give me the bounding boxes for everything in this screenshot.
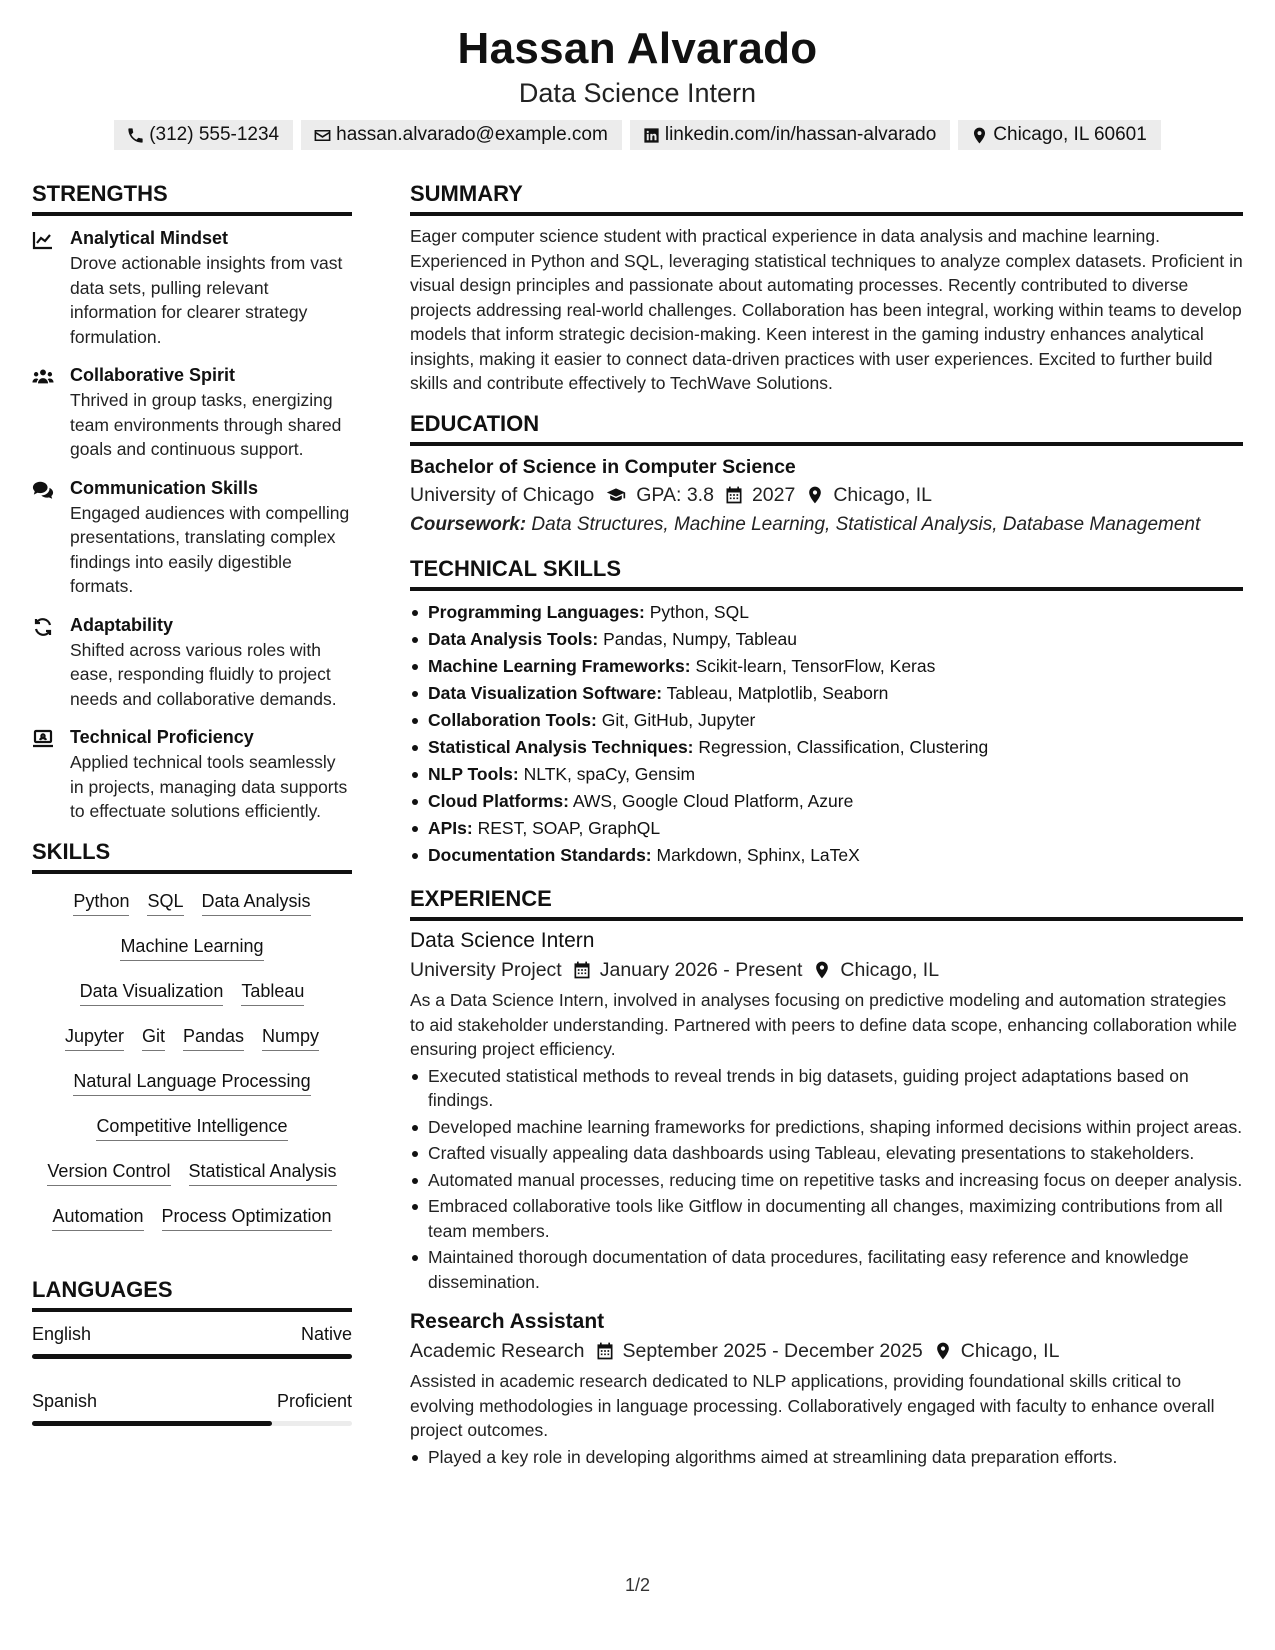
language-bar-fill	[32, 1421, 272, 1426]
language-level: Proficient	[276, 1390, 352, 1411]
contact-email[interactable]	[301, 120, 622, 150]
education-year: 2027	[751, 483, 796, 506]
strength-title: Adaptability	[70, 614, 174, 635]
strength-item	[32, 476, 352, 599]
strength-title: Technical Proficiency	[70, 727, 254, 747]
list-item: Automated manual processes, reducing time on repetitive tasks and increasing focus on deeper analysis.	[410, 1168, 1243, 1193]
experience-heading: EXPERIENCE	[410, 885, 1243, 921]
summary-text: Eager computer science student with practical experience in data analysis and machine learning. Experienced in Python and SQL, leveraging statistical techniques to analyze complex datasets. Proficient in visual design principles and passionate about automating processes. Recently contributed to diverse projects addressing real-world challenges. Collaboration has been integral, working within teams to develop models that inform strategic decision-making. Keen interest in the gaming industry enhances analytical insights, making it easier to connect data-driven practices with user experiences. Excited to further build skills and contribute effectively to TechWave Solutions.	[410, 226, 1243, 393]
list-item: Played a key role in developing algorithms aimed at streamlining data preparation efforts.	[410, 1445, 1243, 1470]
linkedin-text[interactable]: linkedin.com/in/hassan-alvarado	[664, 124, 937, 145]
graduation-cap-icon	[604, 485, 628, 505]
skill-tag: Data Visualization	[80, 978, 224, 1006]
skill-tag: Git	[142, 1023, 165, 1051]
right-column	[410, 180, 1243, 1469]
skill-tag: Data Analysis	[202, 888, 311, 916]
skill-tag: Numpy	[262, 1023, 319, 1051]
summary-heading: SUMMARY	[410, 180, 1243, 216]
job-entry	[410, 1308, 1243, 1469]
skill-tag: Version Control	[47, 1158, 170, 1186]
education-location: Chicago, IL	[833, 483, 932, 506]
calendar-icon	[572, 960, 592, 980]
strength-item	[32, 363, 352, 462]
strength-desc: Thrived in group tasks, energizing team environments through shared goals and continuous support.	[70, 390, 342, 459]
education-degree: Bachelor of Science in Computer Science	[410, 455, 796, 478]
job-org: Academic Research	[410, 1340, 585, 1362]
strength-item	[32, 613, 352, 712]
language-level: Native	[300, 1323, 352, 1344]
skill-tag: Tableau	[241, 978, 304, 1006]
calendar-icon	[724, 485, 744, 505]
sync-icon	[32, 617, 54, 637]
left-column	[32, 180, 352, 1456]
list-item: Developed machine learning frameworks for predictions, shaping informed decisions within project areas.	[410, 1115, 1243, 1140]
language-name: Spanish	[32, 1390, 98, 1411]
list-item: Statistical Analysis Techniques: Regression, Classification, Clustering	[410, 734, 1243, 761]
contact-location	[958, 120, 1161, 150]
skill-tag: Natural Language Processing	[73, 1068, 310, 1096]
coursework-label: Coursework:	[410, 513, 527, 535]
location-pin-icon	[970, 126, 989, 145]
language-bar-fill	[32, 1354, 352, 1359]
language-bar	[32, 1354, 352, 1359]
linkedin-icon	[642, 126, 661, 145]
candidate-name: Hassan Alvarado	[457, 24, 818, 73]
education-heading: EDUCATION	[410, 410, 1243, 446]
skill-tag: Pandas	[183, 1023, 244, 1051]
skill-tag: Process Optimization	[162, 1203, 332, 1231]
list-item: Crafted visually appealing data dashboards using Tableau, elevating presentations to stakeholders.	[410, 1141, 1243, 1166]
users-icon	[32, 367, 54, 387]
job-dates: January 2026 - Present	[599, 959, 803, 981]
skill-tag: Jupyter	[65, 1023, 124, 1051]
comments-icon	[32, 480, 54, 500]
education-gpa: GPA: 3.8	[636, 483, 714, 506]
strength-title: Analytical Mindset	[70, 228, 229, 248]
list-item: Data Visualization Software: Tableau, Matplotlib, Seaborn	[410, 680, 1243, 707]
list-item: Maintained thorough documentation of data procedures, facilitating easy reference and knowledge dissemination.	[410, 1245, 1243, 1294]
skill-tag: Machine Learning	[120, 933, 263, 961]
strength-desc: Drove actionable insights from vast data sets, pulling relevant information for clearer strategy formulation.	[70, 253, 343, 347]
job-entry	[410, 927, 1243, 1294]
strengths-heading: STRENGTHS	[32, 180, 352, 216]
job-title: Research Assistant	[410, 1310, 605, 1333]
candidate-title: Data Science Intern	[518, 78, 757, 108]
list-item: Data Analysis Tools: Pandas, Numpy, Tableau	[410, 626, 1243, 653]
contact-phone	[114, 120, 293, 150]
job-location: Chicago, IL	[840, 959, 940, 981]
contact-linkedin[interactable]	[630, 120, 950, 150]
list-item: Collaboration Tools: Git, GitHub, Jupyter	[410, 707, 1243, 734]
list-item: APIs: REST, SOAP, GraphQL	[410, 815, 1243, 842]
job-dates: September 2025 - December 2025	[622, 1340, 923, 1362]
phone-text: (312) 555-1234	[149, 124, 280, 145]
list-item: Executed statistical methods to reveal trends in big datasets, guiding project adaptations based on findings.	[410, 1064, 1243, 1113]
list-item: NLP Tools: NLTK, spaCy, Gensim	[410, 761, 1243, 788]
job-title: Data Science Intern	[410, 929, 595, 952]
list-item: Machine Learning Frameworks: Scikit-learn, TensorFlow, Keras	[410, 653, 1243, 680]
job-meta	[410, 1336, 1243, 1366]
strength-desc: Applied technical tools seamlessly in projects, managing data supports to effectuate solutions efficiently.	[70, 752, 348, 821]
strength-item	[32, 226, 352, 349]
strength-desc: Engaged audiences with compelling presentations, translating complex findings into easily digestible formats.	[70, 502, 350, 596]
job-location: Chicago, IL	[960, 1340, 1060, 1362]
location-text: Chicago, IL 60601	[993, 124, 1147, 145]
education-coursework	[410, 513, 1243, 538]
job-org: University Project	[410, 959, 562, 981]
skills-tag-cloud	[32, 884, 352, 1248]
list-item: Documentation Standards: Markdown, Sphinx, LaTeX	[410, 842, 1243, 869]
strength-desc: Shifted across various roles with ease, responding fluidly to project needs and collaborative demands.	[70, 639, 337, 709]
job-description: As a Data Science Intern, involved in analyses focusing on predictive modeling and automation strategies to aid stakeholder understanding. Partnered with peers to define data scope, enhancing collaboration while ensuring project efficiency.	[410, 990, 1237, 1059]
strength-title: Collaborative Spirit	[70, 365, 236, 385]
strength-item	[32, 725, 352, 824]
language-bar	[32, 1421, 352, 1426]
resume-header	[0, 22, 1275, 150]
languages-list	[32, 1322, 352, 1426]
chart-line-icon	[32, 230, 54, 250]
page-number: 1/2	[624, 1575, 651, 1595]
skill-tag: Automation	[52, 1203, 143, 1231]
job-bullets	[410, 1064, 1243, 1295]
education-school: University of Chicago	[410, 483, 595, 506]
phone-icon	[126, 126, 145, 145]
technical-skills-heading: TECHNICAL SKILLS	[410, 555, 1243, 591]
envelope-icon	[313, 126, 332, 145]
technical-skills-list	[410, 599, 1243, 869]
language-row	[32, 1389, 352, 1413]
education-meta	[410, 480, 1243, 510]
coursework-list: Data Structures, Machine Learning, Statistical Analysis, Database Management	[531, 513, 1201, 535]
skill-tag: Statistical Analysis	[189, 1158, 337, 1186]
language-row	[32, 1322, 352, 1346]
skill-tag: Competitive Intelligence	[96, 1113, 287, 1141]
job-bullets	[410, 1445, 1243, 1470]
email-text[interactable]: hassan.alvarado@example.com	[336, 124, 608, 145]
strength-title: Communication Skills	[70, 477, 259, 498]
job-description: Assisted in academic research dedicated to NLP applications, providing foundational skills critical to evolving methodologies in language processing. Collaboratively engaged with faculty to enhance overall project outcomes.	[410, 1371, 1215, 1440]
list-item: Embraced collaborative tools like Gitflow in documenting all changes, maximizing contributions from all team members.	[410, 1194, 1243, 1243]
location-pin-icon	[933, 1341, 953, 1361]
skill-tag: SQL	[147, 888, 183, 916]
skill-tag: Python	[73, 888, 129, 916]
job-meta	[410, 955, 1243, 985]
list-item: Cloud Platforms: AWS, Google Cloud Platform, Azure	[410, 788, 1243, 815]
calendar-icon	[595, 1341, 615, 1361]
language-name: English	[32, 1323, 92, 1344]
location-pin-icon	[812, 960, 832, 980]
laptop-icon	[32, 729, 54, 749]
location-pin-icon	[805, 485, 825, 505]
skills-heading: SKILLS	[32, 838, 352, 874]
languages-heading: LANGUAGES	[32, 1276, 352, 1312]
contact-bar	[0, 120, 1275, 150]
list-item: Programming Languages: Python, SQL	[410, 599, 1243, 626]
